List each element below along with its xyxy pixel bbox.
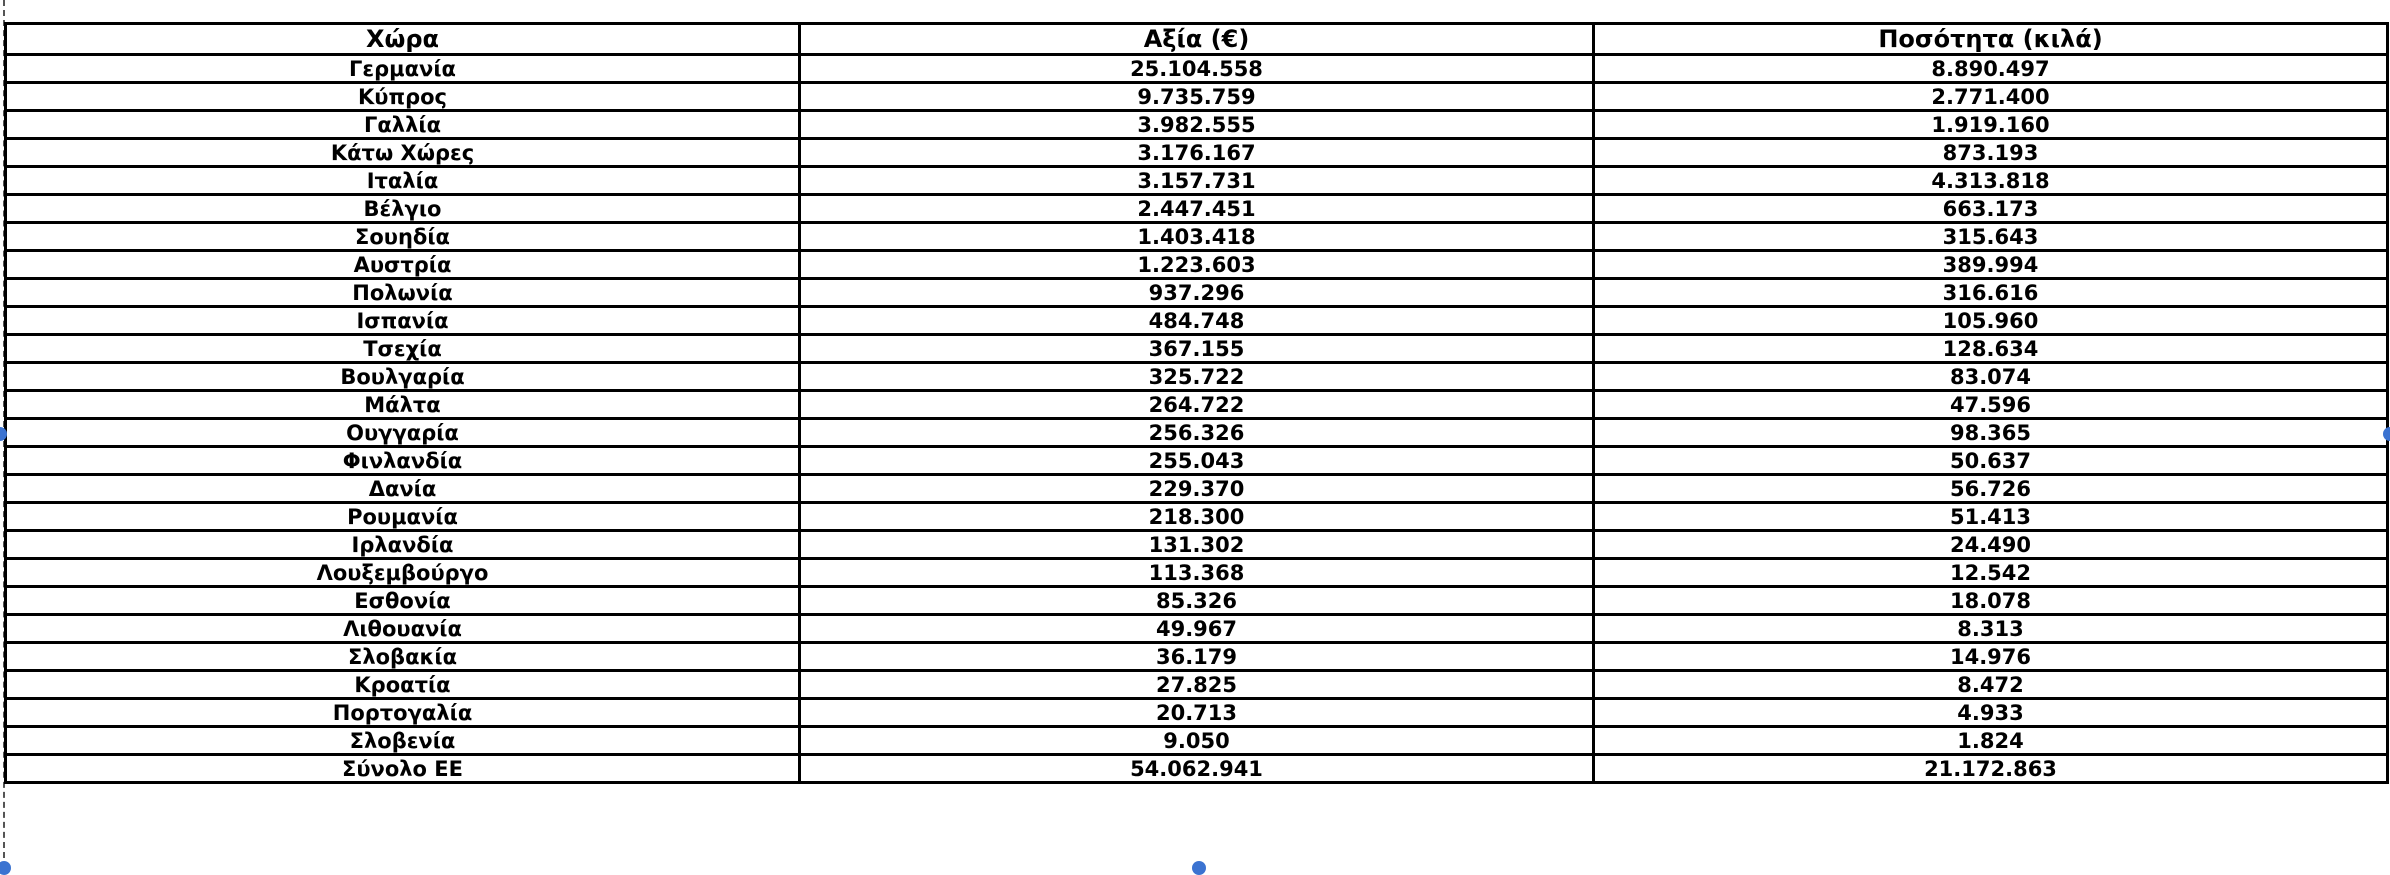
table-row	[6, 503, 2388, 531]
header-value[interactable]: Αξία (€)	[800, 24, 1594, 55]
cell-country[interactable]: Φινλανδία	[6, 447, 800, 475]
cell-country[interactable]: Σλοβακία	[6, 643, 800, 671]
cell-country[interactable]: Βουλγαρία	[6, 363, 800, 391]
cell-country[interactable]: Γερμανία	[6, 55, 800, 83]
cell-quantity[interactable]: 98.365	[1594, 419, 2388, 447]
table-row	[6, 167, 2388, 195]
cell-quantity[interactable]: 873.193	[1594, 139, 2388, 167]
cell-country[interactable]: Πορτογαλία	[6, 699, 800, 727]
cell-quantity[interactable]: 56.726	[1594, 475, 2388, 503]
cell-value[interactable]: 264.722	[800, 391, 1594, 419]
table-row	[6, 223, 2388, 251]
cell-country[interactable]: Αυστρία	[6, 251, 800, 279]
cell-value[interactable]: 2.447.451	[800, 195, 1594, 223]
table-row	[6, 587, 2388, 615]
cell-value[interactable]: 9.735.759	[800, 83, 1594, 111]
cell-country[interactable]: Σλοβενία	[6, 727, 800, 755]
cell-value[interactable]: 113.368	[800, 559, 1594, 587]
cell-country[interactable]: Ισπανία	[6, 307, 800, 335]
table-row	[6, 391, 2388, 419]
cell-value[interactable]: 85.326	[800, 587, 1594, 615]
table-row	[6, 279, 2388, 307]
cell-value[interactable]: 9.050	[800, 727, 1594, 755]
cell-country[interactable]: Κάτω Χώρες	[6, 139, 800, 167]
table-row	[6, 111, 2388, 139]
table-row	[6, 419, 2388, 447]
cell-quantity[interactable]: 1.824	[1594, 727, 2388, 755]
table-row	[6, 755, 2388, 783]
cell-value[interactable]: 229.370	[800, 475, 1594, 503]
cell-country[interactable]: Κροατία	[6, 671, 800, 699]
cell-country[interactable]: Κύπρος	[6, 83, 800, 111]
table-row	[6, 139, 2388, 167]
table-row	[6, 55, 2388, 83]
header-quantity[interactable]: Ποσότητα (κιλά)	[1594, 24, 2388, 55]
cell-country[interactable]: Τσεχία	[6, 335, 800, 363]
cell-value[interactable]: 3.982.555	[800, 111, 1594, 139]
cell-quantity[interactable]: 4.313.818	[1594, 167, 2388, 195]
cell-value[interactable]: 3.157.731	[800, 167, 1594, 195]
cell-value[interactable]: 1.223.603	[800, 251, 1594, 279]
cell-quantity[interactable]: 128.634	[1594, 335, 2388, 363]
cell-quantity[interactable]: 663.173	[1594, 195, 2388, 223]
cell-value[interactable]: 54.062.941	[800, 755, 1594, 783]
cell-country[interactable]: Ιρλανδία	[6, 531, 800, 559]
table-row	[6, 475, 2388, 503]
table-header-row	[6, 24, 2388, 55]
cell-value[interactable]: 49.967	[800, 615, 1594, 643]
cell-country[interactable]: Ιταλία	[6, 167, 800, 195]
cell-country[interactable]: Δανία	[6, 475, 800, 503]
table-row	[6, 335, 2388, 363]
cell-value[interactable]: 255.043	[800, 447, 1594, 475]
resize-handle-right[interactable]	[2383, 427, 2390, 441]
table-row	[6, 699, 2388, 727]
table-body	[6, 55, 2388, 783]
cell-value[interactable]: 367.155	[800, 335, 1594, 363]
cell-quantity[interactable]: 316.616	[1594, 279, 2388, 307]
cell-quantity[interactable]: 315.643	[1594, 223, 2388, 251]
table-row	[6, 195, 2388, 223]
cell-quantity[interactable]: 105.960	[1594, 307, 2388, 335]
cell-country[interactable]: Πολωνία	[6, 279, 800, 307]
cell-value[interactable]: 218.300	[800, 503, 1594, 531]
table-row	[6, 671, 2388, 699]
cell-quantity[interactable]: 24.490	[1594, 531, 2388, 559]
cell-value[interactable]: 20.713	[800, 699, 1594, 727]
cell-quantity[interactable]: 18.078	[1594, 587, 2388, 615]
cell-value[interactable]: 484.748	[800, 307, 1594, 335]
cell-country[interactable]: Γαλλία	[6, 111, 800, 139]
cell-country[interactable]: Μάλτα	[6, 391, 800, 419]
cell-quantity[interactable]: 12.542	[1594, 559, 2388, 587]
table-row	[6, 307, 2388, 335]
data-table[interactable]	[4, 22, 2389, 784]
table-row	[6, 615, 2388, 643]
cell-country[interactable]: Ρουμανία	[6, 503, 800, 531]
cell-country[interactable]: Ουγγαρία	[6, 419, 800, 447]
cell-country[interactable]: Σουηδία	[6, 223, 800, 251]
table-row	[6, 251, 2388, 279]
cell-quantity[interactable]: 4.933	[1594, 699, 2388, 727]
cell-value[interactable]: 131.302	[800, 531, 1594, 559]
cell-quantity[interactable]: 21.172.863	[1594, 755, 2388, 783]
cell-quantity[interactable]: 8.472	[1594, 671, 2388, 699]
table-row	[6, 531, 2388, 559]
table-row	[6, 83, 2388, 111]
cell-value[interactable]: 27.825	[800, 671, 1594, 699]
cell-value[interactable]: 3.176.167	[800, 139, 1594, 167]
cell-country[interactable]: Λουξεμβούργο	[6, 559, 800, 587]
cell-quantity[interactable]: 47.596	[1594, 391, 2388, 419]
table-row	[6, 447, 2388, 475]
header-country[interactable]: Χώρα	[6, 24, 800, 55]
cell-quantity[interactable]: 51.413	[1594, 503, 2388, 531]
cell-country[interactable]: Λιθουανία	[6, 615, 800, 643]
cell-quantity[interactable]: 14.976	[1594, 643, 2388, 671]
cell-quantity[interactable]: 1.919.160	[1594, 111, 2388, 139]
table-row	[6, 727, 2388, 755]
cell-country[interactable]: Εσθονία	[6, 587, 800, 615]
cell-value[interactable]: 256.326	[800, 419, 1594, 447]
cell-country[interactable]: Σύνολο ΕΕ	[6, 755, 800, 783]
cell-value[interactable]: 937.296	[800, 279, 1594, 307]
cell-value[interactable]: 1.403.418	[800, 223, 1594, 251]
cell-quantity[interactable]: 2.771.400	[1594, 83, 2388, 111]
cell-quantity[interactable]: 8.313	[1594, 615, 2388, 643]
cell-value[interactable]: 325.722	[800, 363, 1594, 391]
cell-quantity[interactable]: 389.994	[1594, 251, 2388, 279]
table-row	[6, 363, 2388, 391]
table-row	[6, 643, 2388, 671]
resize-handle-bottom[interactable]	[1192, 861, 1206, 875]
cell-country[interactable]: Βέλγιο	[6, 195, 800, 223]
cell-quantity[interactable]: 50.637	[1594, 447, 2388, 475]
cell-quantity[interactable]: 83.074	[1594, 363, 2388, 391]
cell-quantity[interactable]: 8.890.497	[1594, 55, 2388, 83]
cell-value[interactable]: 25.104.558	[800, 55, 1594, 83]
table-row	[6, 559, 2388, 587]
cell-value[interactable]: 36.179	[800, 643, 1594, 671]
resize-handle-bottom-left[interactable]	[0, 861, 11, 875]
